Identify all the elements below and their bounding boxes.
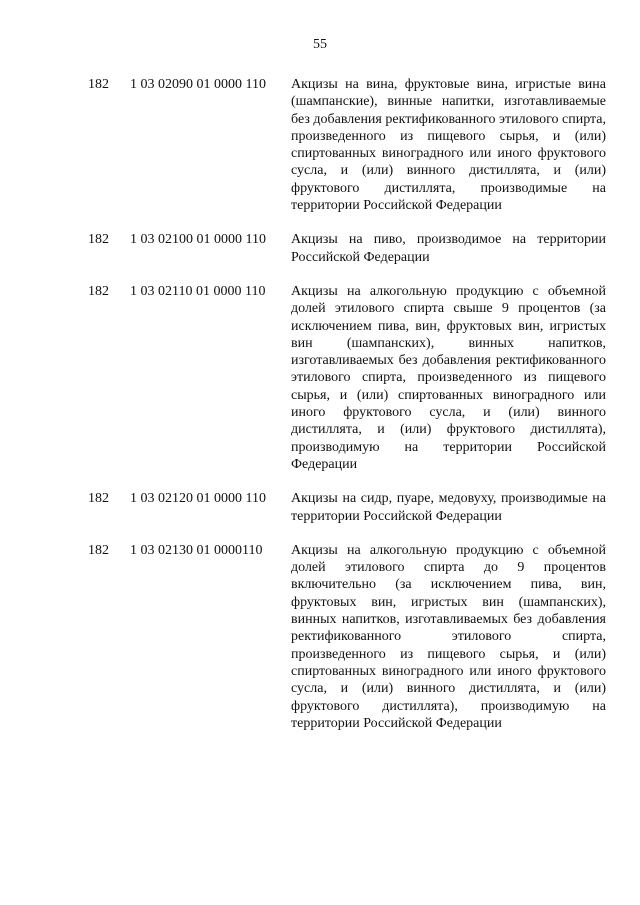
admin-code: 182 — [88, 283, 109, 299]
admin-code: 182 — [88, 542, 109, 558]
admin-code: 182 — [88, 232, 109, 248]
table-row — [0, 76, 640, 214]
admin-code: 182 — [88, 491, 109, 507]
table-row — [0, 231, 640, 266]
budget-classification-code: 1 03 02130 01 0000110 — [130, 542, 263, 558]
table-row — [0, 283, 640, 473]
income-description: Акцизы на сидр, пуаре, медовуху, производимые на территории Российской Федерации — [291, 491, 606, 524]
budget-classification-code: 1 03 02120 01 0000 110 — [130, 491, 266, 507]
income-description: Акцизы на алкогольную продукцию с объемной долей этилового спирта до 9 процентов включительно (за исключением пива, вин, фруктовых вин, игристых вин (шампанских), винных напитков, изготавливаемых без добавления ректификованного этилового спирта, произведенного из пищевого сырья, и (или) спиртованных виноградного или иного фруктового сусла, и (или) винного дистиллята, и (или) фруктового дистиллята), производимую на территории Российской Федерации — [291, 542, 606, 731]
table-row — [0, 490, 640, 525]
income-description: Акцизы на пиво, производимое на территории Российской Федерации — [291, 232, 606, 265]
admin-code: 182 — [88, 77, 109, 92]
budget-classification-code: 1 03 02110 01 0000 110 — [130, 283, 266, 299]
budget-code-table — [0, 76, 640, 749]
budget-classification-code: 1 03 02090 01 0000 110 — [130, 77, 266, 92]
income-description: Акцизы на алкогольную продукцию с объемной долей этилового спирта свыше 9 процентов (за исключением пива, вин, фруктовых вин, игристых вин (шампанских), винных напитков, изготавливаемых без добавления ректификованного этилового спирта, произведенного из пищевого сырья, и (или) спиртованных виноградного или иного фруктового сусла, и (или) винного дистиллята, и (или) фруктового дистиллята), производимую на территории Российской Федерации — [291, 283, 606, 472]
page-number: 55 — [313, 37, 327, 52]
table-row — [0, 542, 640, 732]
budget-classification-code: 1 03 02100 01 0000 110 — [130, 232, 266, 248]
income-description: Акцизы на вина, фруктовые вина, игристые вина (шампанские), винные напитки, изготавливаемые без добавления ректификованного этилового спирта, произведенного из пищевого сырья, и (или) спиртованных виноградного или иного фруктового сусла, и (или) винного дистиллята, и (или) фруктового дистиллята, производимые на территории Российской Федерации — [291, 77, 607, 214]
